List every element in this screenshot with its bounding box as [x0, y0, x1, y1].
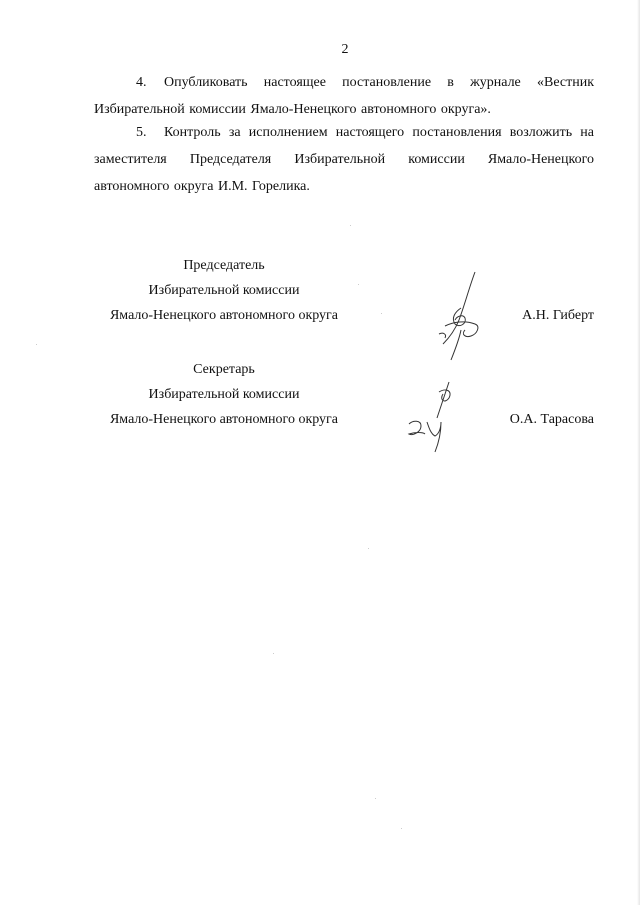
scan-speck [401, 828, 402, 829]
secretary-name: О.А. Тарасова [509, 412, 594, 427]
chair-title-line: Председатель [183, 258, 265, 273]
chair-title-line: Ямало-Ненецкого автономного округа [109, 308, 339, 323]
chair-name: А.Н. Гиберт [522, 308, 594, 323]
secretary-signature-block [94, 357, 594, 437]
secretary-title-line: Избирательной комиссии [148, 387, 300, 402]
secretary-title-line: Секретарь [193, 362, 255, 377]
chair-title [94, 253, 354, 328]
scan-speck [375, 798, 376, 799]
scan-speck [273, 653, 274, 654]
chair-signature-block [94, 253, 594, 333]
paragraph-text: Опубликовать настоящее постановление в журнале «Вестник Избирательной комиссии Ямало-Ненецкого автономного округа». [94, 75, 594, 117]
paragraph-item-4 [94, 69, 594, 123]
chair-handwritten-signature [425, 268, 495, 368]
scan-speck [381, 313, 382, 314]
page-number: 2 [341, 42, 349, 57]
scan-speck [36, 344, 37, 345]
scan-speck [358, 284, 359, 285]
chair-title-line: Избирательной комиссии [148, 283, 300, 298]
paragraph-item-5 [94, 119, 594, 200]
scan-speck [368, 548, 369, 549]
paragraph-number: 5. [136, 125, 147, 140]
scan-speck [350, 225, 351, 226]
secretary-handwritten-signature [395, 378, 465, 458]
secretary-title-line: Ямало-Ненецкого автономного округа [109, 412, 339, 427]
paragraph-text: Контроль за исполнением настоящего постановления возложить на заместителя Председателя Избирательной комиссии Ямало-Ненецкого автономного округа И.М. Горелика. [94, 125, 594, 194]
paragraph-number: 4. [136, 75, 147, 90]
secretary-title [94, 357, 354, 432]
